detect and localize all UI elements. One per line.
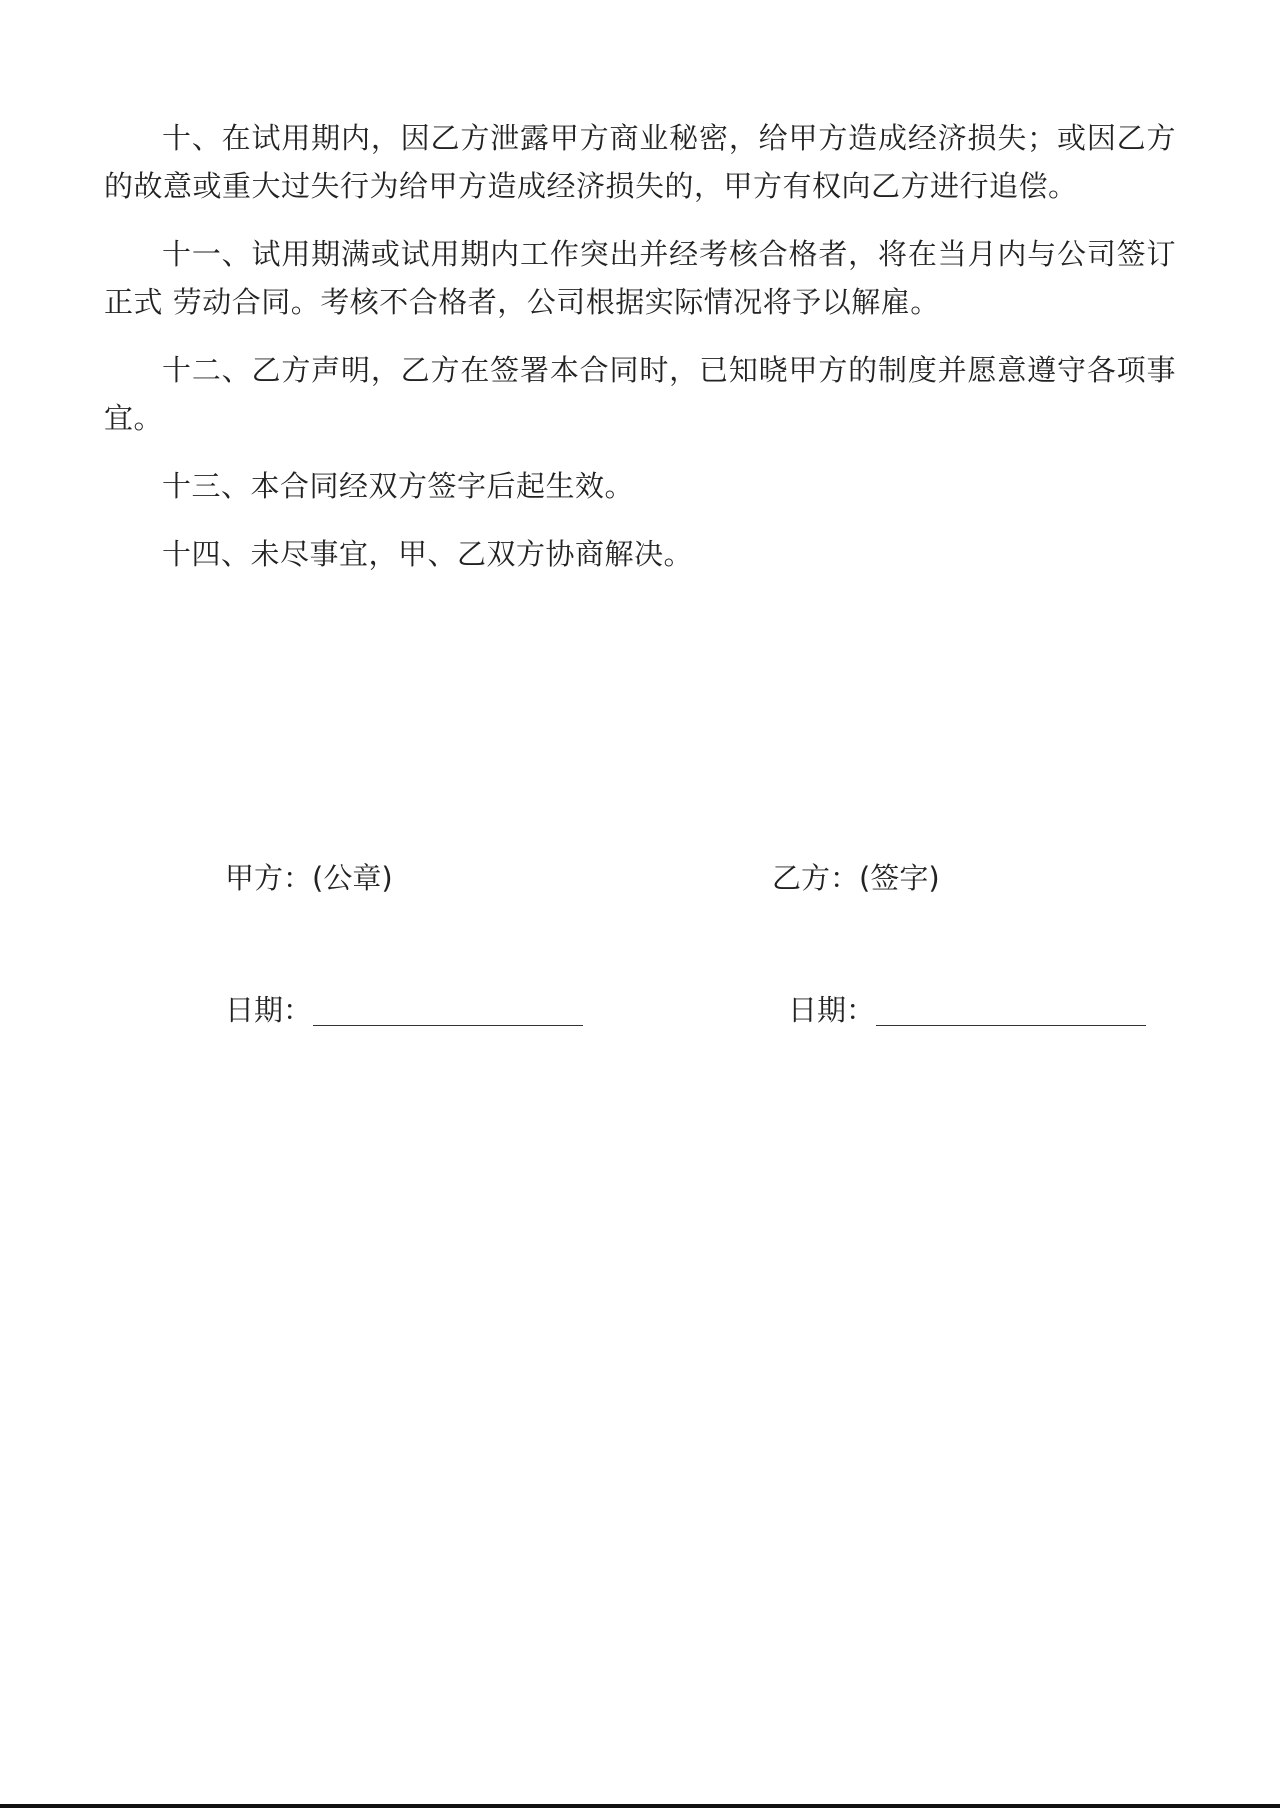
party-a-date-line	[313, 1025, 583, 1026]
party-b-date-label: 日期：	[788, 993, 876, 1027]
party-b-signature-label: 乙方：(签字)	[772, 861, 940, 895]
party-a-date-label: 日期：	[225, 993, 313, 1027]
party-a-seal-label: 甲方：(公章)	[225, 861, 393, 895]
contract-clauses	[104, 114, 1176, 598]
clause-11: 十一、试用期满或试用期内工作突出并经考核合格者，将在当月内与公司签订正式 劳动合同。考核不合格者，公司根据实际情况将予以解雇。	[104, 237, 1176, 319]
page-bottom-border	[0, 1804, 1280, 1808]
clause-13: 十三、本合同经双方签字后起生效。	[162, 469, 635, 503]
clause-14: 十四、未尽事宜，甲、乙双方协商解决。	[162, 537, 694, 571]
party-b-date-line	[876, 1025, 1146, 1026]
clause-10: 十、在试用期内，因乙方泄露甲方商业秘密，给甲方造成经济损失；或因乙方的故意或重大过失行为给甲方造成经济损失的，甲方有权向乙方进行追偿。	[104, 121, 1176, 203]
clause-12: 十二、乙方声明，乙方在签署本合同时，已知晓甲方的制度并愿意遵守各项事宜。	[104, 353, 1176, 435]
